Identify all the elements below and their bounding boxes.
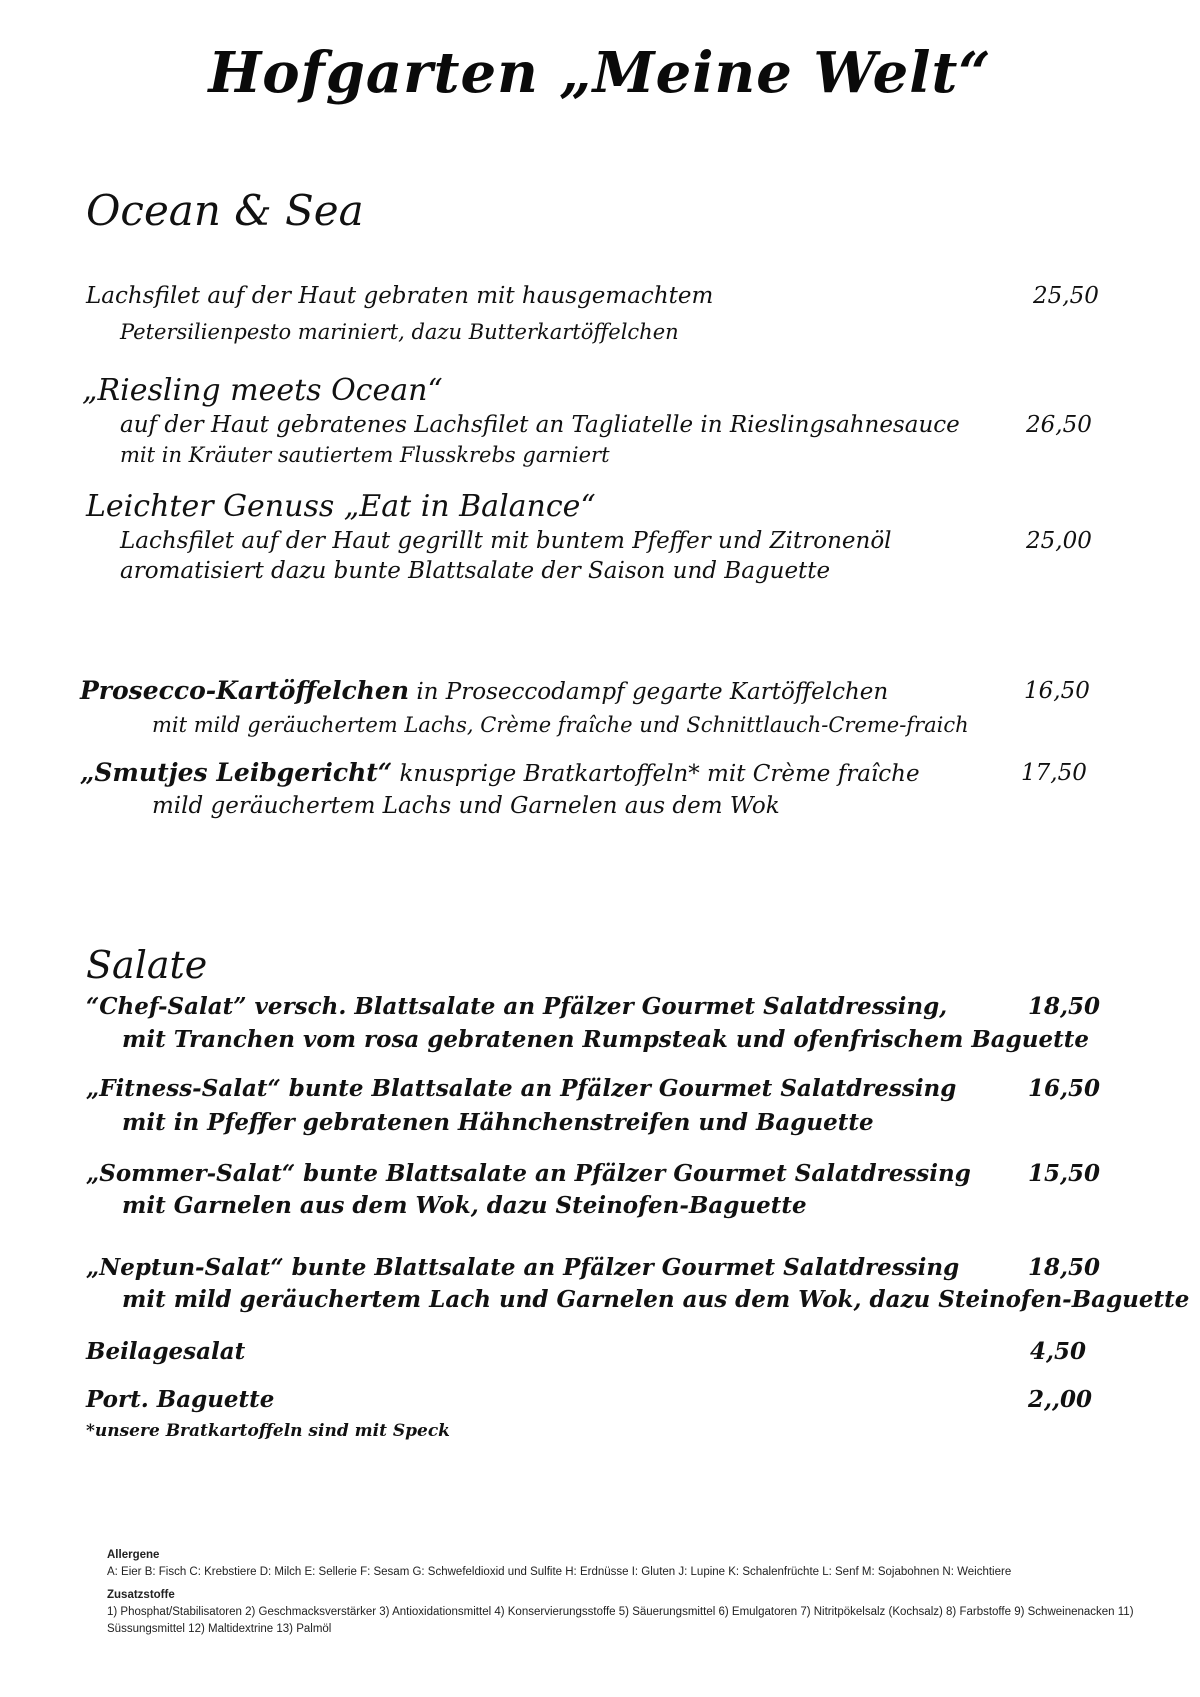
additives-heading: Zusatzstoffe	[107, 1589, 175, 1601]
menu-item-line: aromatisiert dazu bunte Blattsalate der Saison und Baguette	[120, 558, 831, 584]
section-heading-salads: Salate	[86, 943, 208, 987]
menu-item-price: 26,50	[1026, 412, 1092, 438]
footnote: *unsere Bratkartoffeln sind mit Speck	[86, 1421, 450, 1441]
menu-item-price: 25,00	[1026, 528, 1092, 554]
menu-item-line: mit in Pfeffer gebratenen Hähnchenstreifen und Baguette	[122, 1109, 874, 1136]
page-title: Hofgarten „Meine Welt“	[208, 40, 992, 106]
menu-item-line: „Fitness-Salat“ bunte Blattsalate an Pfälzer Gourmet Salatdressing	[86, 1075, 957, 1102]
menu-item-line: Petersilienpesto mariniert, dazu Butterkartöffelchen	[120, 320, 679, 344]
allergens-text: A: Eier B: Fisch C: Krebstiere D: Milch E: Sellerie F: Sesam G: Schwefeldioxid und Sulfite H: Erdnüsse I: Gluten J: Lupine K: Schalenfrüchte L: Senf M: Sojabohnen N: Weichtiere	[107, 1566, 1012, 1578]
menu-item-row	[80, 759, 920, 788]
section-heading-ocean: Ocean & Sea	[86, 186, 364, 235]
menu-item-row	[80, 677, 888, 706]
menu-item-line: mit mild geräuchertem Lach und Garnelen aus dem Wok, dazu Steinofen-Baguette	[122, 1286, 1190, 1313]
menu-item-line: mild geräuchertem Lachs und Garnelen aus dem Wok	[152, 793, 780, 819]
menu-item-line: „Neptun-Salat“ bunte Blattsalate an Pfälzer Gourmet Salatdressing	[86, 1254, 960, 1281]
menu-item-line: “Chef-Salat” versch. Blattsalate an Pfälzer Gourmet Salatdressing,	[86, 993, 948, 1020]
menu-item-line: mit in Kräuter sautiertem Flusskrebs garniert	[120, 443, 610, 467]
menu-item-line: auf der Haut gebratenes Lachsfilet an Tagliatelle in Rieslingsahnesauce	[120, 412, 960, 438]
menu-item-price: 16,50	[1024, 678, 1090, 704]
menu-item-line: „Sommer-Salat“ bunte Blattsalate an Pfälzer Gourmet Salatdressing	[86, 1160, 971, 1187]
menu-item-price: 16,50	[1028, 1075, 1101, 1102]
additives-text: 1) Phosphat/Stabilisatoren 2) Geschmacksverstärker 3) Antioxidationsmittel 4) Konservierungsstoffe 5) Säuerungsmittel 6) Emulgatoren 7) Nitritpökelsalz (Kochsalz) 8) Farbstoffe 9) Schweinenacken 11) Süssungsmittel 12) Maltidextrine 13) Palmöl	[107, 1606, 1134, 1635]
menu-item-name: „Riesling meets Ocean“	[82, 373, 443, 408]
menu-item-line: Lachsfilet auf der Haut gebraten mit hausgemachtem	[86, 283, 714, 309]
menu-item-line: Lachsfilet auf der Haut gegrillt mit buntem Pfeffer und Zitronenöl	[120, 528, 892, 554]
menu-item-name: Leichter Genuss „Eat in Balance“	[86, 489, 596, 524]
menu-item-name: „Smutjes Leibgericht“	[80, 758, 393, 787]
menu-item-line: mit Tranchen vom rosa gebratenen Rumpsteak und ofenfrischem Baguette	[122, 1026, 1089, 1053]
menu-item-price: 15,50	[1028, 1160, 1101, 1187]
menu-item-price: 25,50	[1033, 283, 1099, 309]
allergens-heading: Allergene	[107, 1549, 160, 1561]
menu-extra-label: Port. Baguette	[86, 1386, 275, 1413]
menu-item-name: Prosecco-Kartöffelchen	[80, 676, 410, 705]
menu-extra-price: 2,,00	[1028, 1386, 1093, 1413]
menu-item-price: 18,50	[1028, 993, 1101, 1020]
menu-extra-label: Beilagesalat	[86, 1338, 246, 1365]
menu-item-line: mit Garnelen aus dem Wok, dazu Steinofen-Baguette	[122, 1192, 807, 1219]
menu-item-line: knusprige Bratkartoffeln* mit Crème fraîche	[399, 761, 920, 787]
menu-item-price: 18,50	[1028, 1254, 1101, 1281]
allergen-info	[107, 1543, 1167, 1644]
menu-item-line: in Proseccodampf gegarte Kartöffelchen	[416, 679, 889, 705]
menu-item-price: 17,50	[1021, 760, 1087, 786]
menu-item-line: mit mild geräuchertem Lachs, Crème fraîche und Schnittlauch-Creme-fraich	[152, 713, 969, 737]
menu-extra-price: 4,50	[1030, 1338, 1087, 1365]
